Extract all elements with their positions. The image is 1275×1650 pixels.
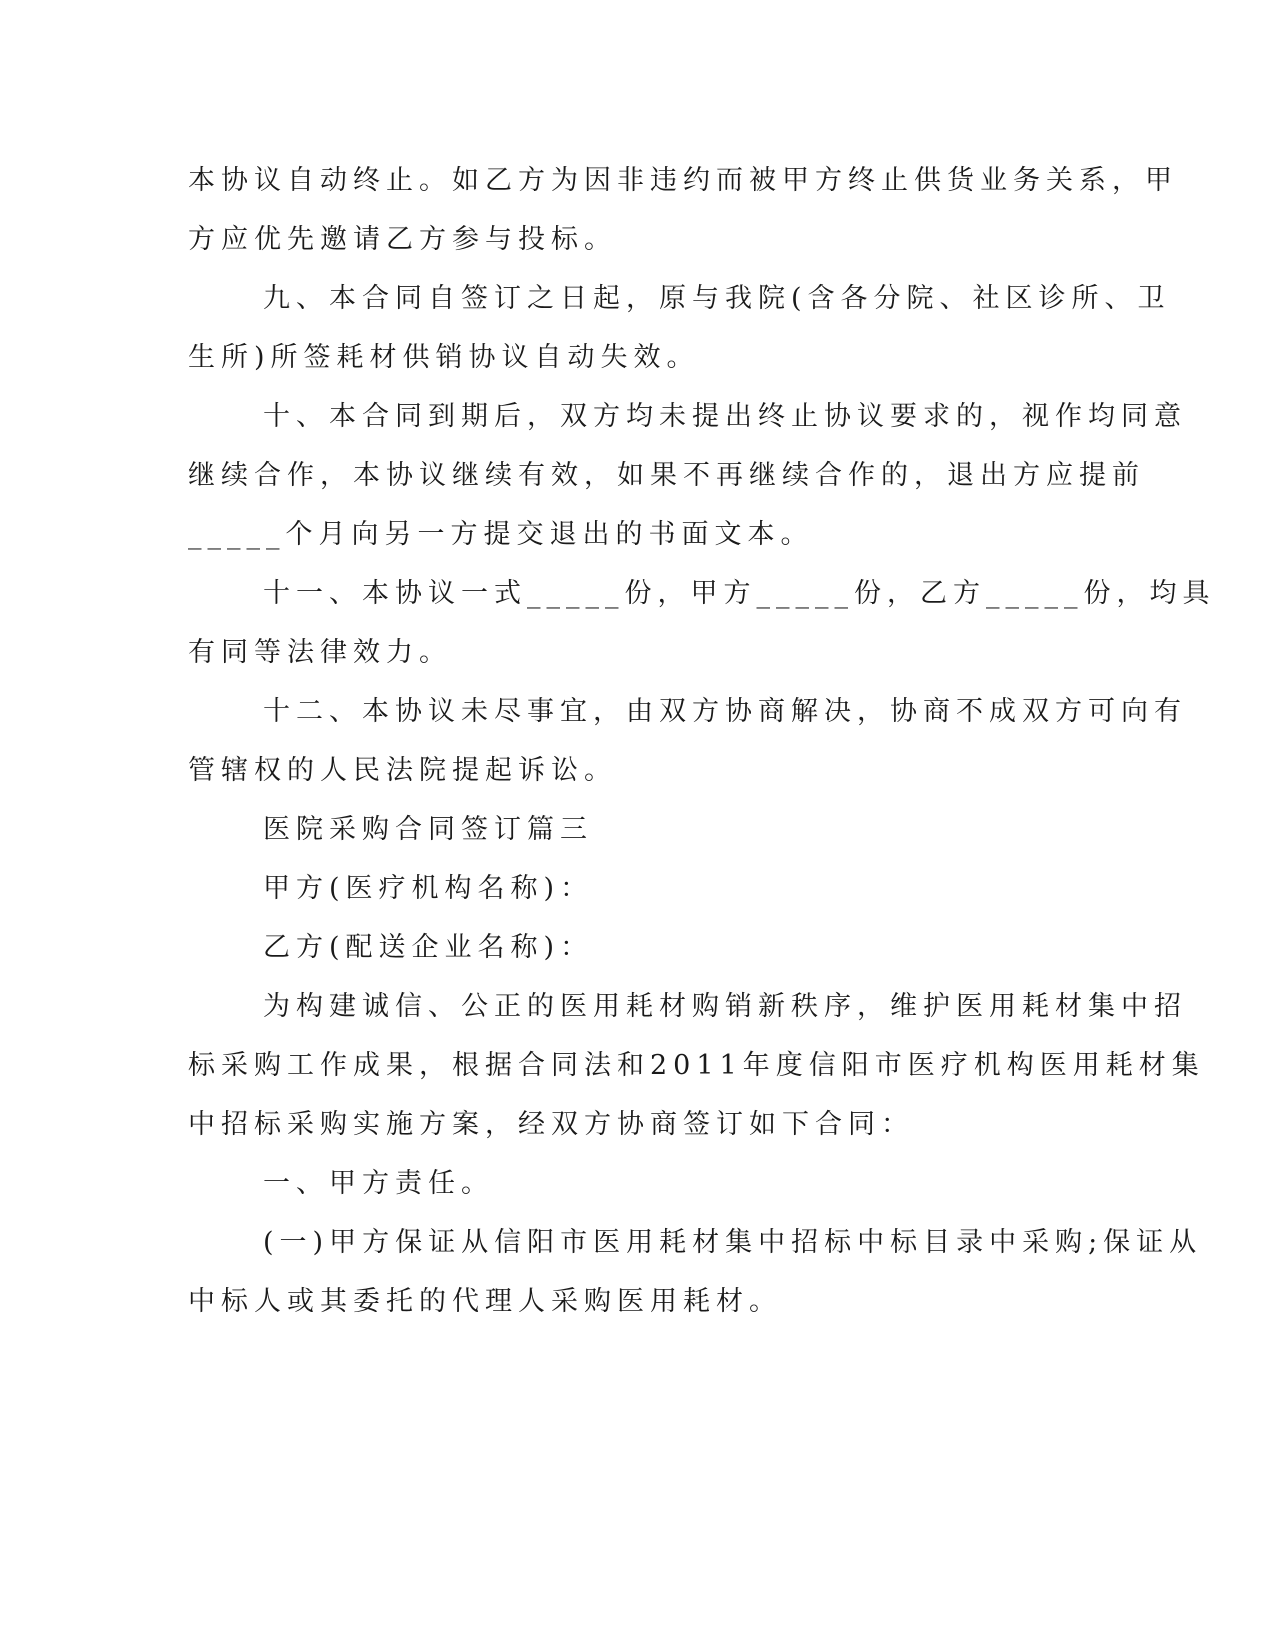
party-a-line: 甲方(医疗机构名称)： — [263, 873, 594, 904]
paragraph-line: 生所)所签耗材供销协议自动失效。 — [188, 342, 700, 373]
paragraph-line: 中招标采购实施方案，经双方协商签订如下合同： — [188, 1109, 914, 1140]
party-b-line: 乙方(配送企业名称)： — [263, 932, 594, 963]
paragraph-line: 方应优先邀请乙方参与投标。 — [188, 224, 617, 255]
section-heading: 医院采购合同签订篇三 — [263, 814, 593, 845]
paragraph-line: 继续合作，本协议继续有效，如果不再继续合作的，退出方应提前 — [188, 460, 1145, 491]
paragraph-line: _____个月向另一方提交退出的书面文本。 — [188, 519, 814, 550]
paragraph-line: 标采购工作成果，根据合同法和2011年度信阳市医疗机构医用耗材集 — [188, 1050, 1205, 1081]
paragraph-line: 九、本合同自签订之日起，原与我院(含各分院、社区诊所、卫 — [263, 283, 1171, 314]
paragraph-line: 十一、本协议一式_____份，甲方_____份，乙方_____份，均具 — [263, 578, 1216, 609]
paragraph-line: 十、本合同到期后，双方均未提出终止协议要求的，视作均同意 — [263, 401, 1187, 432]
clause-heading: 一、甲方责任。 — [263, 1168, 494, 1199]
paragraph-line: 有同等法律效力。 — [188, 637, 452, 668]
paragraph-line: 本协议自动终止。如乙方为因非违约而被甲方终止供货业务关系，甲 — [188, 165, 1178, 196]
paragraph-line: 十二、本协议未尽事宜，由双方协商解决，协商不成双方可向有 — [263, 696, 1187, 727]
paragraph-line: 管辖权的人民法院提起诉讼。 — [188, 755, 617, 786]
paragraph-line: (一)甲方保证从信阳市医用耗材集中招标中标目录中采购;保证从 — [263, 1227, 1203, 1258]
paragraph-line: 中标人或其委托的代理人采购医用耗材。 — [188, 1286, 782, 1317]
paragraph-line: 为构建诚信、公正的医用耗材购销新秩序，维护医用耗材集中招 — [263, 991, 1187, 1022]
